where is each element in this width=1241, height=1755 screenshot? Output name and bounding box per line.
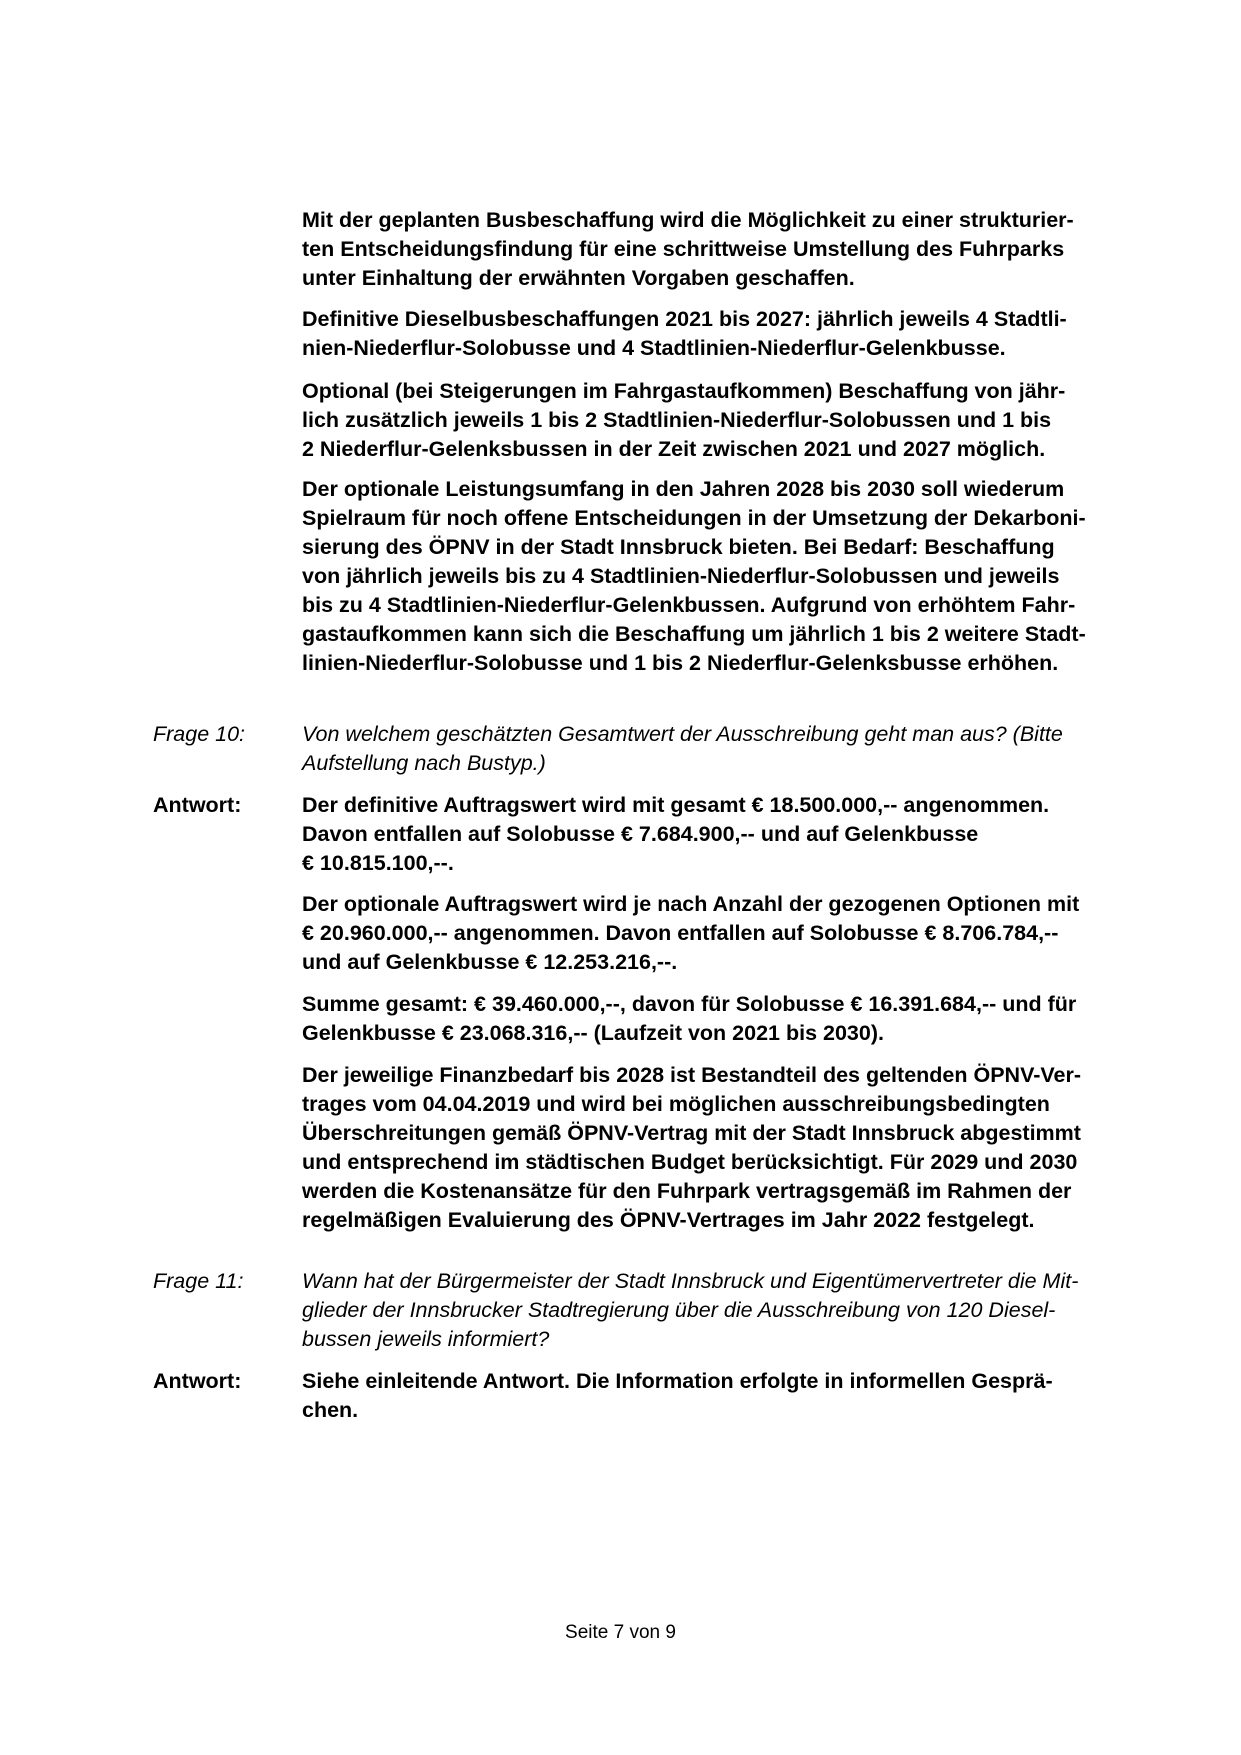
intro-paragraph-2: Definitive Dieselbusbeschaffungen 2021 bis 2027: jährlich jeweils 4 Stadtli- nien-Niederflur-Solobusse und 4 Stadtlinien-Niederflur-Gelenkbusse. (302, 307, 1067, 360)
answer-11-paragraph-1: Siehe einleitende Antwort. Die Information erfolgte in informellen Gesprä- chen. (302, 1369, 1053, 1422)
question-10-label: Frage 10: (153, 722, 246, 746)
answer-11-label: Antwort: (153, 1369, 242, 1393)
answer-10-paragraph-2: Der optionale Auftragswert wird je nach Anzahl der gezogenen Optionen mit € 20.960.000,-- angenommen. Davon entfallen auf Solobusse € 8.706.784,-- und auf Gelenkbusse € 12.253.216,--. (302, 892, 1080, 974)
question-11-label: Frage 11: (153, 1269, 244, 1293)
answer-10-paragraph-1: Der definitive Auftragswert wird mit gesamt € 18.500.000,-- angenommen. Davon entfallen auf Solobusse € 7.684.900,-- und auf Gelenkbusse € 10.815.100,--. (302, 793, 1050, 875)
question-10-text: Von welchem geschätzten Gesamtwert der Ausschreibung geht man aus? (Bitte Aufstellung nach Bustyp.) (302, 722, 1063, 775)
intro-paragraph-4: Der optionale Leistungsumfang in den Jahren 2028 bis 2030 soll wiederum Spielraum für noch offene Entscheidungen in der Umsetzung der Dekarboni- sierung des ÖPNV in der Stadt Innsbruck bieten. Bei Bedarf: Beschaffung von jährlich jeweils bis zu 4 Stadtlinien-Niederflur-Solobussen und jeweils bis zu 4 Stadtlinien-Niederflur-Gelenkbussen. Aufgrund von erhöhtem Fahr- gastaufkommen kann sich die Beschaffung um jährlich 1 bis 2 weitere Stadt- linien-Niederflur-Solobusse und 1 bis 2 Niederflur-Gelenksbusse erhöhen. (302, 477, 1086, 675)
answer-10-label: Antwort: (153, 793, 242, 817)
question-11-text: Wann hat der Bürgermeister der Stadt Innsbruck und Eigentümervertreter die Mit- glieder der Innsbrucker Stadtregierung über die Ausschreibung von 120 Diesel- bussen jeweils informiert? (302, 1269, 1079, 1351)
page-number: Seite 7 von 9 (565, 1622, 676, 1643)
answer-10-paragraph-3: Summe gesamt: € 39.460.000,--, davon für Solobusse € 16.391.684,-- und für Gelenkbusse € 23.068.316,-- (Laufzeit von 2021 bis 2030). (302, 992, 1077, 1045)
answer-10-paragraph-4: Der jeweilige Finanzbedarf bis 2028 ist Bestandteil des geltenden ÖPNV-Ver- trages vom 04.04.2019 und wird bei möglichen ausschreibungsbedingten Überschreitungen gemäß ÖPNV-Vertrag mit der Stadt Innsbruck abgestimmt und entsprechend im städtischen Budget berücksichtigt. Für 2029 und 2030 werden die Kostenansätze für den Fuhrpark vertragsgemäß im Rahmen der regelmäßigen Evaluierung des ÖPNV-Vertrages im Jahr 2022 festgelegt. (302, 1063, 1082, 1232)
intro-paragraph-1: Mit der geplanten Busbeschaffung wird die Möglichkeit zu einer strukturier- ten Entscheidungsfindung für eine schrittweise Umstellung des Fuhrparks unter Einhaltung der erwähnten Vorgaben geschaffen. (302, 208, 1074, 290)
intro-paragraph-3: Optional (bei Steigerungen im Fahrgastaufkommen) Beschaffung von jähr- lich zusätzlich jeweils 1 bis 2 Stadtlinien-Niederflur-Solobussen und 1 bis 2 Niederflur-Gelenksbussen in der Zeit zwischen 2021 und 2027 möglich. (302, 379, 1066, 461)
